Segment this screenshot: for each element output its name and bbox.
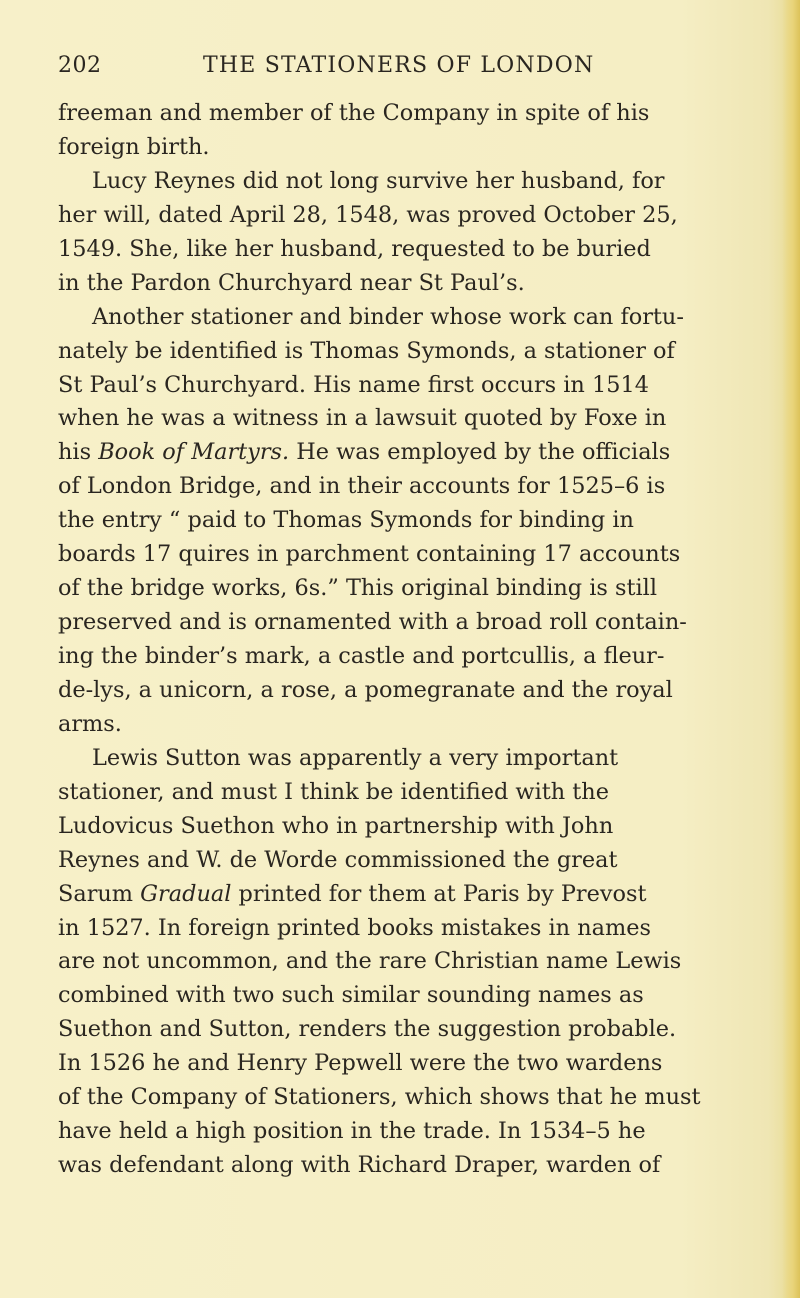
text-line: Ludovicus Suethon who in partnership with John — [58, 812, 614, 839]
text-fragment: printed for them at Paris by Prevost — [231, 880, 647, 907]
body-text — [58, 97, 766, 1183]
text-line: St Paul’s Churchyard. His name first occurs in 1514 — [58, 371, 649, 398]
text-line — [58, 878, 766, 912]
text-line: In 1526 he and Henry Pepwell were the two wardens — [58, 1050, 663, 1077]
running-head: THE STATIONERS OF LONDON — [203, 53, 595, 78]
text-line: the entry “ paid to Thomas Symonds for binding in — [58, 507, 634, 534]
text-line — [58, 436, 766, 470]
text-line: in 1527. In foreign printed books mistakes in names — [58, 914, 651, 941]
text-line: freeman and member of the Company in spite of his — [58, 100, 650, 126]
text-line: arms. — [58, 710, 122, 737]
text-line: boards 17 quires in parchment containing 17 accounts — [58, 541, 681, 568]
text-line: was defendant along with Richard Draper, warden of — [58, 1152, 661, 1179]
text-fragment: He was employed by the officials — [289, 439, 671, 466]
text-line: foreign birth. — [58, 133, 210, 160]
text-fragment: Sarum — [58, 880, 141, 907]
text-line: of the Company of Stationers, which shows that he must — [58, 1084, 701, 1111]
book-title-italic: Gradual — [140, 880, 232, 907]
text-line: her will, dated April 28, 1548, was proved October 25, — [58, 201, 678, 228]
text-line: Suethon and Sutton, renders the suggestion probable. — [58, 1016, 677, 1043]
text-line: of the bridge works, 6s.” This original binding is still — [58, 575, 657, 602]
paragraph-start-line: Lucy Reynes did not long survive her husband, for — [92, 167, 665, 194]
page-header — [58, 53, 758, 89]
book-title-italic: Book of Martyrs. — [98, 439, 290, 466]
page-number: 202 — [58, 53, 102, 78]
text-line: of London Bridge, and in their accounts for 1525–6 is — [58, 473, 666, 500]
text-line: when he was a witness in a lawsuit quoted by Foxe in — [58, 405, 667, 432]
text-line: are not uncommon, and the rare Christian name Lewis — [58, 948, 682, 975]
text-line: stationer, and must I think be identified with the — [58, 778, 609, 805]
page-edge-shadow — [782, 0, 800, 1298]
text-line: have held a high position in the trade. In 1534–5 he — [58, 1118, 646, 1145]
text-fragment: his — [58, 439, 99, 466]
text-line: 1549. She, like her husband, requested to be buried — [58, 235, 651, 262]
text-line: in the Pardon Churchyard near St Paul’s. — [58, 269, 525, 296]
text-line: combined with two such similar sounding names as — [58, 982, 644, 1009]
text-line: de-lys, a unicorn, a rose, a pomegranate and the royal — [58, 676, 673, 703]
text-line: Reynes and W. de Worde commissioned the great — [58, 846, 618, 873]
paragraph-start-line: Lewis Sutton was apparently a very important — [92, 744, 619, 771]
text-line: nately be identified is Thomas Symonds, a stationer of — [58, 337, 675, 364]
text-line: preserved and is ornamented with a broad roll contain- — [58, 609, 687, 636]
paragraph-start-line: Another stationer and binder whose work can fortu- — [92, 303, 684, 330]
text-line: ing the binder’s mark, a castle and portcullis, a fleur- — [58, 643, 665, 669]
